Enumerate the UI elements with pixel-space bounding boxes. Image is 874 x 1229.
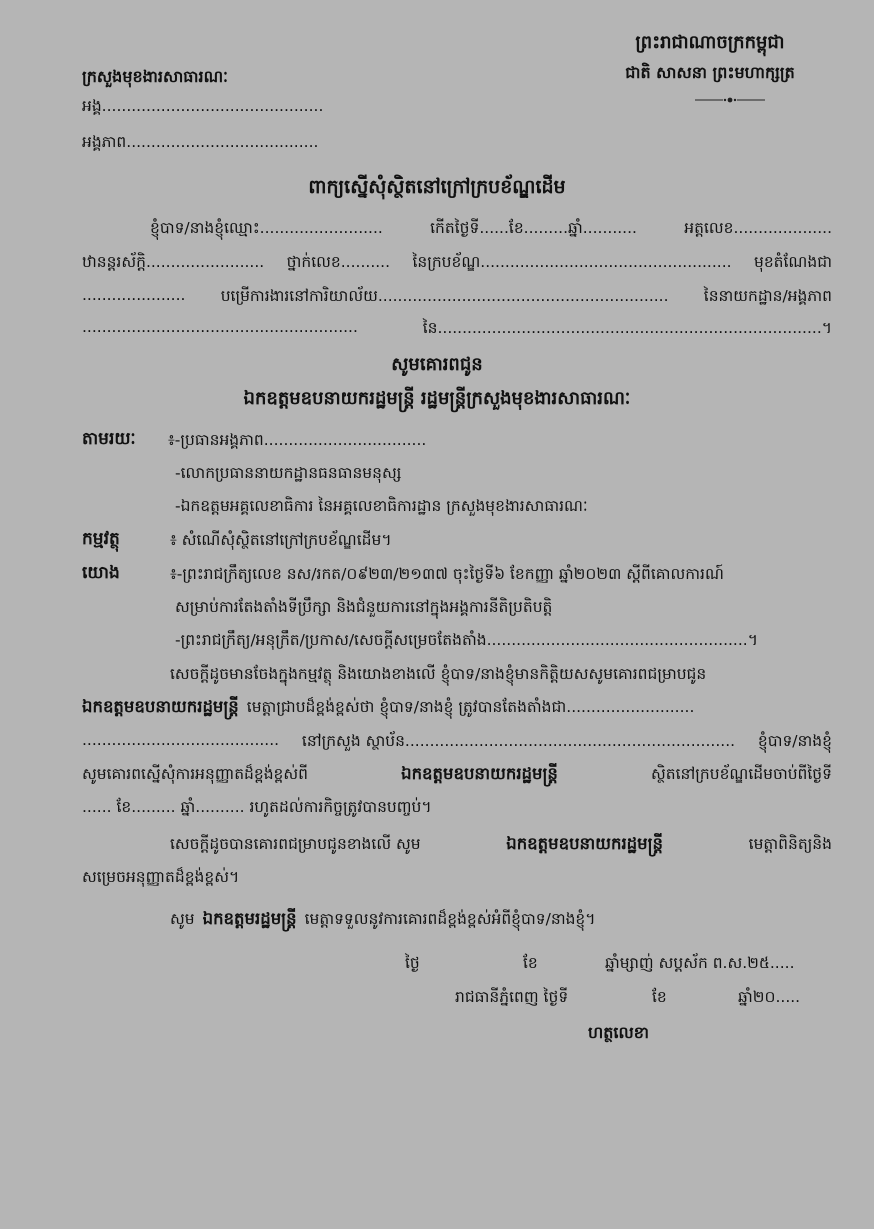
start-date-text: ស្ថិតនៅក្របខ័ណ្ឌដើមចាប់ពីថ្ងៃទី: [651, 765, 832, 783]
body1-line-1: សេចក្តីដូចមានចែងក្នុងកម្មវត្ថុ និងយោងខាងលើ ខ្ញុំបាទ/នាងខ្ញុំមានកិត្តិយសសូមគោរពជម្រាបជូន: [170, 665, 707, 683]
intro-line-2: [82, 252, 832, 275]
salutation-line: សូមគោរពជូន: [391, 354, 483, 375]
appointment-field: ........................................: [82, 731, 280, 749]
closing-please: សូម: [170, 910, 195, 928]
closing-respect: មេត្តាទទួលនូវការគោរពដ៏ខ្ពង់ខ្ពស់អំពីខ្ញុំបាទ/នាងខ្ញុំ។: [304, 910, 596, 928]
body2-line-2: សម្រេចអនុញ្ញាតដ៏ខ្ពង់ខ្ពស់។: [82, 868, 240, 886]
rank-field: ឋានន្តរស័ក្តិ........................: [82, 253, 265, 271]
birthdate-field: កើតថ្ងៃទី......ខែ.........ឆ្នាំ...........: [430, 219, 637, 237]
solar-year-label: ឆ្នាំ២០.....: [738, 988, 801, 1006]
body1-line-2: [82, 697, 832, 721]
id-number-field: អត្តលេខ....................: [684, 219, 832, 237]
framework-field: នៃក្របខ័ណ្ឌ...................................................: [412, 253, 732, 271]
via-item-1: ៖-ប្រធានអង្គភាព.................................: [168, 431, 427, 449]
ministry-name: ក្រសួងមុខងារសាធារណៈ: [82, 67, 228, 86]
lunar-month-label: ខែ: [523, 954, 538, 972]
position-label: មុខតំណែងជា: [754, 253, 832, 271]
addressee-title: ឯកឧត្តមឧបនាយករដ្ឋមន្ត្រី: [82, 697, 239, 716]
closing-line: [170, 909, 596, 933]
ornament-divider: [695, 97, 765, 103]
office-field: បម្រើការងារនៅការិយាល័យ...........................................................: [220, 287, 669, 305]
national-motto: ជាតិ សាសនា ព្រះមហាក្សត្រ: [625, 63, 795, 82]
lunar-year-label: ឆ្នាំម្សាញ់ សប្តស័ក ព.ស.២៥.....: [605, 954, 795, 972]
kingdom-heading: ព្រះរាជាណាចក្រកម្ពុជា: [635, 32, 785, 53]
reference-label: យោង: [82, 563, 120, 583]
intro-line-4: [82, 318, 832, 341]
entity-line: អង្គ.............................................: [82, 97, 324, 115]
body1-line-4: [82, 764, 832, 788]
intro-line-1: [150, 218, 832, 241]
summary-text: សេចក្តីដូចបានគោរពជម្រាបជូនខាងលើ សូម: [170, 835, 421, 853]
body1-line-5: ...... ខែ......... ឆ្នាំ.......... រហូតដល់ការកិច្ចត្រូវបានបញ្ចប់។: [82, 798, 432, 816]
department-label: នៃនាយកដ្ឋាន/អង្គភាព: [703, 287, 832, 305]
via-label: តាមរយៈ: [82, 429, 136, 449]
subject-text: ៖ សំណើសុំស្ថិតនៅក្រៅក្របខ័ណ្ឌដើម។: [170, 531, 392, 549]
subject-label: កម្មវត្ថុ: [82, 529, 120, 549]
grade-field: ថ្នាក់លេខ..........: [286, 253, 391, 271]
position-field: .....................: [82, 286, 186, 304]
addressee-title: ឯកឧត្តមឧបនាយករដ្ឋមន្ត្រី: [506, 834, 664, 853]
applicant-pronoun: ខ្ញុំបាទ/នាងខ្ញុំ: [757, 732, 832, 750]
addressee-title: ឯកឧត្តមឧបនាយករដ្ឋមន្ត្រី: [401, 764, 558, 783]
appointment-text: មេត្តាជ្រាបដ៏ខ្ពង់ខ្ពស់ថា ខ្ញុំបាទ/នាងខ្ញុំ ត្រូវបានតែងតាំងជា..........................: [246, 698, 695, 716]
addressee-line: ឯកឧត្តមឧបនាយករដ្ឋមន្ត្រី រដ្ឋមន្ត្រីក្រសួងមុខងារសាធារណៈ: [243, 388, 631, 409]
via-item-2: -លោកប្រធាននាយកដ្ឋានធនធានមនុស្ស: [175, 464, 402, 482]
minister-title: ឯកឧត្តមរដ្ឋមន្ត្រី: [202, 909, 297, 928]
signature-label: ហត្ថលេខា: [588, 1023, 649, 1042]
lunar-day-label: ថ្ងៃ: [405, 954, 420, 972]
name-field: ខ្ញុំបាទ/នាងខ្ញុំឈ្មោះ.........................: [150, 219, 383, 237]
document-title: ពាក្យស្នើសុំស្ថិតនៅក្រៅក្របខ័ណ្ឌដើម: [308, 176, 566, 198]
ministry-field: នៅក្រសួង ស្ថាប័ន...................................................................: [301, 732, 736, 750]
request-text: សូមគោរពស្នើសុំការអនុញ្ញាតដ៏ខ្ពង់ខ្ពស់ពី: [82, 765, 308, 783]
solar-month-label: ខែ: [652, 988, 667, 1006]
via-item-3: -ឯកឧត្តមអគ្គលេខាធិការ នៃអគ្គលេខាធិការដ្ឋាន ក្រសួងមុខងារសាធារណៈ: [175, 497, 588, 515]
department-field: ........................................................: [82, 318, 358, 336]
reference-line-3: -ព្រះរាជក្រឹត្យ/អនុក្រឹត/ប្រកាស/សេចក្តីសម្រេចតែងតាំង.....................................................។: [175, 631, 758, 649]
intro-line-3: [82, 286, 832, 309]
place-date-label: រាជធានីភ្នំពេញ ថ្ងៃទី: [455, 988, 569, 1006]
unit-line: អង្គភាព.......................................: [82, 133, 319, 151]
reference-line-2: សម្រាប់ការតែងតាំងទីប្រឹក្សា និងជំនួយការនៅក្នុងអង្គការនីតិប្រតិបត្តិ: [175, 598, 553, 616]
reference-line-1: ៖-ព្រះរាជក្រឹត្យលេខ នស/រកត/០៩២៣/២១៣៧ ចុះថ្ងៃទី៦ ខែកញ្ញា ឆ្នាំ២០២៣ ស្តីពីគោលការណ៍: [170, 565, 724, 583]
review-text: មេត្តាពិនិត្យនិង: [748, 835, 832, 853]
organization-field: នៃ..............................................................................។: [422, 319, 832, 337]
body2-line-1: [170, 834, 832, 858]
body1-line-3: [82, 731, 832, 754]
